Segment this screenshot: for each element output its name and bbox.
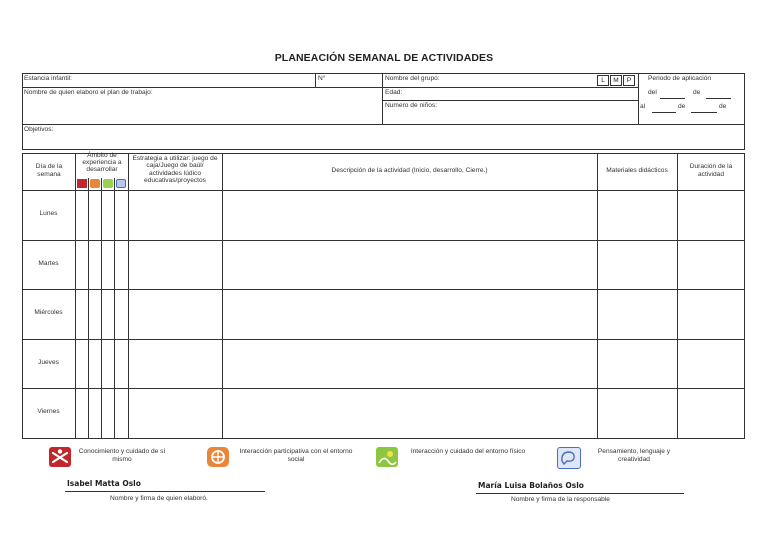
social-icon <box>90 179 100 188</box>
thinking-icon <box>557 447 581 469</box>
lmp-box-l: L <box>597 75 609 86</box>
weekly-table <box>22 153 745 439</box>
col-header-dia: Día de la semana <box>35 163 63 178</box>
ninos-label: Numero de niños: <box>385 102 438 109</box>
day-jueves: Jueves <box>38 359 59 366</box>
col-header-estrategia: Estrategia a utilizar: juego de caja/Juego de baúl/ actividades lúdico educativas/proyectos <box>132 155 218 185</box>
right-signature-caption: Nombre y firma de la responsable <box>511 496 610 503</box>
periodo-label: Periodo de aplicación <box>648 75 712 82</box>
de-label-2: de <box>678 103 686 110</box>
legend-label-self-care: Conocimiento y cuidado de sí mismo <box>78 448 166 463</box>
col-header-ambito: Ámbito de experiencia a desarrollar <box>82 152 122 173</box>
lmp-box-p: P <box>623 75 635 86</box>
left-signature-name: Isabel Matta Oslo <box>67 479 141 488</box>
day-martes: Martes <box>38 260 59 267</box>
al-label: al <box>640 103 646 110</box>
estancia-label: Estancia infantil: <box>24 75 73 82</box>
right-signature-name: María Luisa Bolaños Oslo <box>478 481 584 490</box>
social-icon <box>207 447 229 467</box>
self-care-icon <box>77 179 87 188</box>
edad-label: Edad: <box>385 89 403 96</box>
grupo-label: Nombre del grupo: <box>385 75 440 82</box>
day-viernes: Viernes <box>37 408 60 415</box>
lmp-box-m: M <box>610 75 622 86</box>
elaboro-label: Nombre de quien elaboro el plan de trabajo: <box>24 89 153 96</box>
legend-label-environment: Interacción y cuidado del entorno físico <box>410 448 526 455</box>
de-label-1: de <box>693 89 701 96</box>
col-header-materiales: Materiales didácticos <box>606 167 668 174</box>
legend-label-thinking: Pensamiento, lenguaje y creatividad <box>597 448 671 463</box>
col-header-descripcion: Descripción de la actividad (Inicio, desarrollo, Cierre.) <box>331 167 488 174</box>
thinking-icon <box>116 179 126 188</box>
left-signature-caption: Nombre y firma de quien elaboró. <box>110 495 208 502</box>
del-label: del <box>648 89 657 96</box>
objetivos-label: Objetivos: <box>24 126 54 133</box>
day-lunes: Lunes <box>39 210 58 217</box>
de-label-3: de <box>719 103 727 110</box>
environment-icon <box>103 179 113 188</box>
header-info-box <box>22 73 745 150</box>
page-title: PLANEACIÓN SEMANAL DE ACTIVIDADES <box>274 52 494 64</box>
day-miercoles: Miércoles <box>34 309 63 316</box>
numero-label: N° <box>318 75 326 82</box>
self-care-icon <box>49 447 71 467</box>
col-header-duracion: Duración de la actividad <box>689 163 733 178</box>
environment-icon <box>376 447 398 467</box>
legend-label-social: Interacción participativa con el entorno social <box>239 448 353 463</box>
